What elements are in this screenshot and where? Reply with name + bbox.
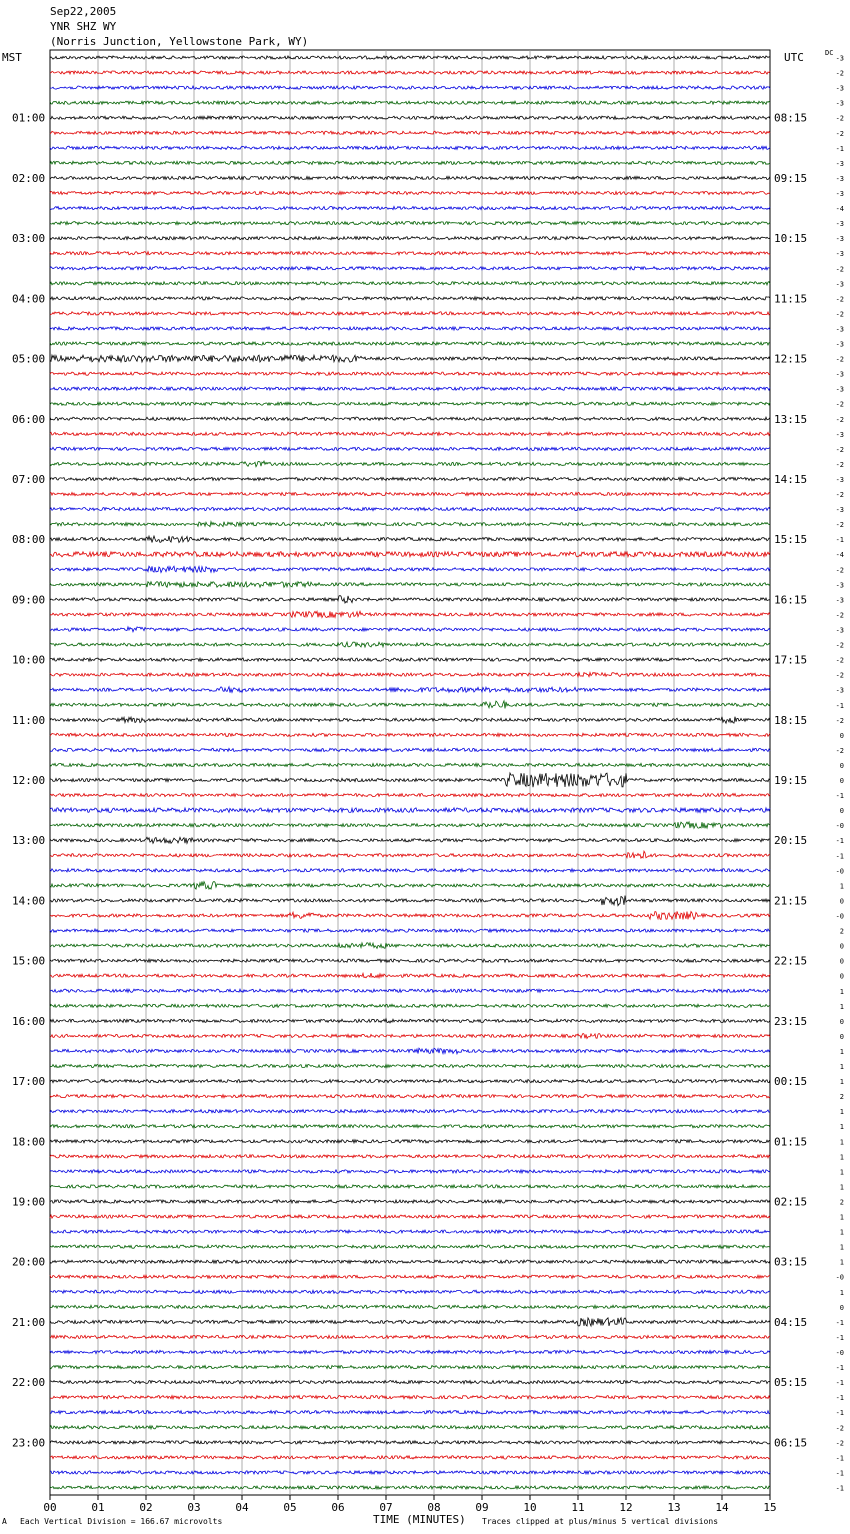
trace-row-60 (50, 959, 770, 962)
x-tick-label: 01 (91, 1501, 105, 1514)
x-axis-label: TIME (MINUTES) (373, 1513, 466, 1526)
right-hour-label: 18:15 (774, 713, 808, 727)
trace-row-78 (50, 1230, 770, 1233)
dc-offset-label: 1 (839, 882, 844, 891)
trace-row-58 (50, 929, 770, 932)
dc-offset-label: 1 (839, 1108, 844, 1117)
right-hour-label: 06:15 (774, 1436, 808, 1450)
dc-offset-label: -3 (835, 506, 844, 515)
dc-offset-label: 1 (839, 1138, 844, 1147)
right-hour-label: 20:15 (774, 834, 808, 848)
dc-offset-label: -0 (835, 822, 844, 831)
trace-row-28 (50, 477, 770, 480)
dc-offset-label: -2 (835, 491, 844, 500)
right-hour-label: 17:15 (774, 653, 808, 667)
dc-offset-label: -2 (835, 265, 844, 274)
trace-row-34 (50, 566, 770, 572)
trace-row-81 (50, 1275, 770, 1278)
dc-offset-label: -1 (835, 1318, 844, 1327)
dc-offset-label: 1 (839, 987, 844, 996)
dc-offset-label: 1 (839, 1063, 844, 1072)
trace-row-93 (50, 1456, 770, 1459)
left-hour-label: 17:00 (12, 1075, 46, 1089)
dc-offset-label: 0 (839, 731, 844, 740)
x-tick-label: 10 (523, 1501, 537, 1514)
trace-row-38 (50, 627, 770, 632)
trace-row-80 (50, 1260, 770, 1263)
right-hour-label: 05:15 (774, 1376, 808, 1390)
dc-offset-label: 0 (839, 761, 844, 770)
trace-row-56 (50, 896, 770, 906)
trace-row-71 (50, 1125, 770, 1128)
trace-row-18 (50, 327, 770, 330)
trace-row-33 (50, 552, 770, 557)
dc-offset-label: -1 (835, 1454, 844, 1463)
dc-offset-label: -1 (835, 1333, 844, 1342)
trace-row-10 (50, 207, 770, 210)
trace-row-45 (50, 733, 770, 736)
trace-row-83 (50, 1305, 770, 1308)
trace-row-62 (50, 989, 770, 992)
trace-row-86 (50, 1350, 770, 1353)
right-hour-label: 19:15 (774, 774, 808, 788)
dc-offset-label: 1 (839, 1183, 844, 1192)
dc-offset-label: 1 (839, 1078, 844, 1087)
dc-offset-label: -3 (835, 159, 844, 168)
dc-offset-label: -1 (835, 1379, 844, 1388)
dc-offset-label: 0 (839, 897, 844, 906)
dc-offset-label: -3 (835, 99, 844, 108)
dc-offset-label: 0 (839, 942, 844, 951)
trace-row-8 (50, 176, 770, 179)
dc-offset-label: 0 (839, 1032, 844, 1041)
trace-row-79 (50, 1245, 770, 1248)
trace-row-42 (50, 687, 770, 693)
trace-row-12 (50, 237, 770, 240)
dc-offset-label: 1 (839, 1168, 844, 1177)
right-hour-label: 15:15 (774, 533, 808, 547)
dc-offset-label: 1 (839, 1047, 844, 1056)
trace-row-4 (50, 116, 770, 119)
trace-row-50 (50, 808, 770, 813)
trace-row-22 (50, 387, 770, 390)
right-hour-label: 03:15 (774, 1255, 808, 1269)
x-tick-label: 14 (715, 1501, 729, 1514)
x-tick-label: 15 (763, 1501, 777, 1514)
trace-row-66 (50, 1048, 770, 1054)
left-hour-label: 16:00 (12, 1014, 46, 1028)
trace-row-77 (50, 1215, 770, 1218)
x-tick-label: 05 (283, 1501, 297, 1514)
trace-row-35 (50, 582, 770, 588)
dc-offset-label: -3 (835, 596, 844, 605)
x-tick-label: 07 (379, 1501, 393, 1514)
dc-offset-label: 1 (839, 1228, 844, 1237)
dc-offset-label: -2 (835, 611, 844, 620)
right-hour-label: 08:15 (774, 111, 808, 125)
dc-offset-label: -3 (835, 174, 844, 183)
dc-offset-label: -0 (835, 867, 844, 876)
trace-row-29 (50, 492, 770, 495)
trace-row-85 (50, 1335, 770, 1338)
trace-row-3 (50, 101, 770, 104)
dc-offset-label: -1 (835, 1394, 844, 1403)
trace-row-95 (50, 1486, 770, 1489)
trace-row-75 (50, 1185, 770, 1188)
x-tick-label: 08 (427, 1501, 441, 1514)
right-hour-label: 16:15 (774, 593, 808, 607)
dc-offset-label: -2 (835, 129, 844, 138)
trace-row-82 (50, 1290, 770, 1293)
trace-row-16 (50, 297, 770, 300)
scale-note: Each Vertical Division = 166.67 microvolts (20, 1517, 223, 1526)
trace-row-74 (50, 1170, 770, 1173)
dc-offset-label: -3 (835, 340, 844, 349)
dc-offset-label: -3 (835, 686, 844, 695)
dc-offset-label: -2 (835, 400, 844, 409)
trace-row-52 (50, 837, 770, 843)
left-hour-label: 01:00 (12, 111, 46, 125)
left-hour-label: 08:00 (12, 533, 46, 547)
left-hour-label: 23:00 (12, 1436, 46, 1450)
dc-offset-label: -2 (835, 656, 844, 665)
trace-row-39 (50, 642, 770, 647)
dc-offset-label: 0 (839, 972, 844, 981)
dc-offset-label: 1 (839, 1288, 844, 1297)
dc-offset-label: -3 (835, 626, 844, 635)
dc-offset-label: -3 (835, 430, 844, 439)
x-tick-label: 06 (331, 1501, 345, 1514)
left-hour-label: 07:00 (12, 472, 46, 486)
trace-row-40 (50, 658, 770, 661)
right-hour-label: 12:15 (774, 352, 808, 366)
dc-offset-label: -1 (835, 852, 844, 861)
station-code: YNR SHZ WY (50, 20, 117, 33)
trace-row-67 (50, 1064, 770, 1067)
trace-row-92 (50, 1441, 770, 1444)
trace-row-9 (50, 191, 770, 194)
left-hour-label: 05:00 (12, 352, 46, 366)
dc-offset-label: -3 (835, 370, 844, 379)
trace-row-49 (50, 794, 770, 797)
dc-offset-label: -2 (835, 1424, 844, 1433)
dc-offset-label: -3 (835, 581, 844, 590)
plot-frame (50, 50, 770, 1495)
trace-row-76 (50, 1200, 770, 1203)
trace-row-1 (50, 71, 770, 74)
trace-row-11 (50, 222, 770, 225)
trace-row-59 (50, 943, 770, 949)
trace-row-90 (50, 1411, 770, 1414)
dc-offset-label: -2 (835, 355, 844, 364)
dc-offset-label: -1 (835, 1364, 844, 1373)
x-tick-label: 13 (667, 1501, 681, 1514)
trace-row-43 (50, 701, 770, 709)
trace-row-89 (50, 1396, 770, 1399)
dc-offset-label: -2 (835, 295, 844, 304)
trace-row-51 (50, 822, 770, 828)
dc-offset-label: -3 (835, 250, 844, 259)
dc-offset-label: -1 (835, 536, 844, 545)
right-timezone-label: UTC (784, 51, 804, 64)
trace-row-24 (50, 417, 770, 420)
right-hour-label: 11:15 (774, 292, 808, 306)
dc-offset-label: -2 (835, 69, 844, 78)
trace-row-14 (50, 267, 770, 270)
trace-row-19 (50, 342, 770, 345)
left-hour-label: 19:00 (12, 1195, 46, 1209)
trace-row-30 (50, 508, 770, 511)
dc-offset-label: -2 (835, 1439, 844, 1448)
dc-offset-label: 0 (839, 807, 844, 816)
left-hour-label: 02:00 (12, 171, 46, 185)
dc-offset-label: 2 (839, 927, 844, 936)
dc-offset-label: -3 (835, 475, 844, 484)
dc-offset-label: -2 (835, 310, 844, 319)
trace-row-87 (50, 1366, 770, 1369)
right-hour-label: 21:15 (774, 894, 808, 908)
dc-offset-label: -2 (835, 566, 844, 575)
trace-row-53 (50, 851, 770, 858)
trace-row-20 (50, 355, 770, 362)
right-hour-label: 22:15 (774, 954, 808, 968)
dc-offset-label: -2 (835, 445, 844, 454)
trace-row-91 (50, 1426, 770, 1429)
dc-offset-label: -1 (835, 1409, 844, 1418)
dc-offset-label: -3 (835, 235, 844, 244)
dc-offset-label: -2 (835, 746, 844, 755)
right-hour-label: 04:15 (774, 1315, 808, 1329)
trace-row-7 (50, 161, 770, 164)
trace-row-2 (50, 86, 770, 89)
x-tick-label: 00 (43, 1501, 57, 1514)
dc-offset-label: -4 (835, 551, 844, 560)
dc-offset-label: -2 (835, 521, 844, 530)
dc-offset-label: 2 (839, 1198, 844, 1207)
dc-offset-label: -1 (835, 1484, 844, 1493)
trace-row-32 (50, 536, 770, 543)
dc-offset-label: 0 (839, 957, 844, 966)
dc-offset-label: 2 (839, 1093, 844, 1102)
dc-offset-label: 1 (839, 1153, 844, 1162)
dc-offset-label: -2 (835, 641, 844, 650)
dc-offset-label: 0 (839, 1303, 844, 1312)
dc-column-label: DC (825, 49, 834, 57)
trace-row-94 (50, 1471, 770, 1474)
trace-row-6 (50, 146, 770, 149)
trace-row-65 (50, 1033, 770, 1038)
clip-note: Traces clipped at plus/minus 5 vertical divisions (482, 1517, 719, 1526)
dc-offset-label: -0 (835, 912, 844, 921)
trace-row-25 (50, 432, 770, 435)
trace-row-21 (50, 372, 770, 375)
dc-offset-label: 1 (839, 1243, 844, 1252)
dc-offset-label: 1 (839, 1258, 844, 1267)
trace-row-13 (50, 252, 770, 255)
left-hour-label: 11:00 (12, 713, 46, 727)
trace-row-88 (50, 1381, 770, 1384)
trace-row-61 (50, 973, 770, 978)
trace-row-69 (50, 1095, 770, 1098)
station-location: (Norris Junction, Yellowstone Park, WY) (50, 35, 309, 48)
dc-offset-label: 1 (839, 1213, 844, 1222)
right-hour-label: 00:15 (774, 1075, 808, 1089)
dc-offset-label: 0 (839, 777, 844, 786)
left-hour-label: 22:00 (12, 1376, 46, 1390)
left-timezone-label: MST (2, 51, 22, 64)
left-hour-label: 18:00 (12, 1135, 46, 1149)
x-tick-label: 02 (139, 1501, 153, 1514)
x-tick-label: 03 (187, 1501, 201, 1514)
dc-offset-label: -3 (835, 84, 844, 93)
trace-row-44 (50, 717, 770, 724)
left-hour-label: 04:00 (12, 292, 46, 306)
trace-row-36 (50, 596, 770, 603)
dc-offset-label: -3 (835, 220, 844, 229)
trace-row-63 (50, 1004, 770, 1007)
right-hour-label: 13:15 (774, 412, 808, 426)
left-hour-label: 15:00 (12, 954, 46, 968)
dc-offset-label: -2 (835, 671, 844, 680)
trace-row-46 (50, 748, 770, 751)
left-hour-label: 12:00 (12, 774, 46, 788)
dc-offset-label: -3 (835, 189, 844, 198)
trace-row-5 (50, 131, 770, 134)
left-hour-label: 09:00 (12, 593, 46, 607)
trace-row-54 (50, 869, 770, 872)
dc-offset-label: -2 (835, 460, 844, 469)
dc-offset-label: -2 (835, 415, 844, 424)
trace-row-31 (50, 522, 770, 527)
dc-offset-label: -0 (835, 1349, 844, 1358)
left-hour-label: 20:00 (12, 1255, 46, 1269)
dc-offset-label: -1 (835, 1469, 844, 1478)
trace-row-47 (50, 763, 770, 766)
dc-offset-label: -1 (835, 701, 844, 710)
dc-offset-label: 1 (839, 1123, 844, 1132)
trace-row-68 (50, 1080, 770, 1083)
dc-offset-label: -1 (835, 837, 844, 846)
trace-row-48 (50, 773, 770, 787)
trace-row-64 (50, 1019, 770, 1023)
trace-row-26 (50, 447, 770, 450)
right-hour-label: 10:15 (774, 232, 808, 246)
right-hour-label: 09:15 (774, 171, 808, 185)
x-tick-label: 09 (475, 1501, 489, 1514)
x-tick-label: 11 (571, 1501, 585, 1514)
corner-mark: A (2, 1517, 7, 1526)
trace-row-73 (50, 1155, 770, 1158)
dc-offset-label: -3 (835, 325, 844, 334)
trace-row-17 (50, 312, 770, 315)
left-hour-label: 06:00 (12, 412, 46, 426)
dc-offset-label: -3 (835, 54, 844, 63)
left-hour-label: 14:00 (12, 894, 46, 908)
left-hour-label: 13:00 (12, 834, 46, 848)
left-hour-label: 03:00 (12, 232, 46, 246)
trace-row-37 (50, 611, 770, 617)
trace-row-27 (50, 461, 770, 467)
dc-offset-label: -1 (835, 144, 844, 153)
trace-row-41 (50, 673, 770, 677)
dc-offset-label: 0 (839, 1017, 844, 1026)
dc-offset-label: -4 (835, 205, 844, 214)
record-date: Sep22,2005 (50, 5, 117, 18)
dc-offset-label: 1 (839, 1002, 844, 1011)
trace-row-72 (50, 1140, 770, 1143)
right-hour-label: 23:15 (774, 1014, 808, 1028)
dc-offset-label: -2 (835, 716, 844, 725)
trace-row-0 (50, 56, 770, 59)
right-hour-label: 01:15 (774, 1135, 808, 1149)
trace-row-15 (50, 282, 770, 285)
right-hour-label: 02:15 (774, 1195, 808, 1209)
right-hour-label: 14:15 (774, 472, 808, 486)
x-tick-label: 04 (235, 1501, 249, 1514)
trace-row-55 (50, 881, 770, 889)
left-hour-label: 10:00 (12, 653, 46, 667)
dc-offset-label: -3 (835, 280, 844, 289)
dc-offset-label: -2 (835, 114, 844, 123)
left-hour-label: 21:00 (12, 1315, 46, 1329)
dc-offset-label: -3 (835, 385, 844, 394)
trace-row-84 (50, 1318, 770, 1326)
dc-offset-label: -0 (835, 1273, 844, 1282)
trace-row-23 (50, 402, 770, 405)
trace-row-70 (50, 1110, 770, 1113)
trace-row-57 (50, 911, 770, 919)
dc-offset-label: -1 (835, 792, 844, 801)
x-tick-label: 12 (619, 1501, 633, 1514)
